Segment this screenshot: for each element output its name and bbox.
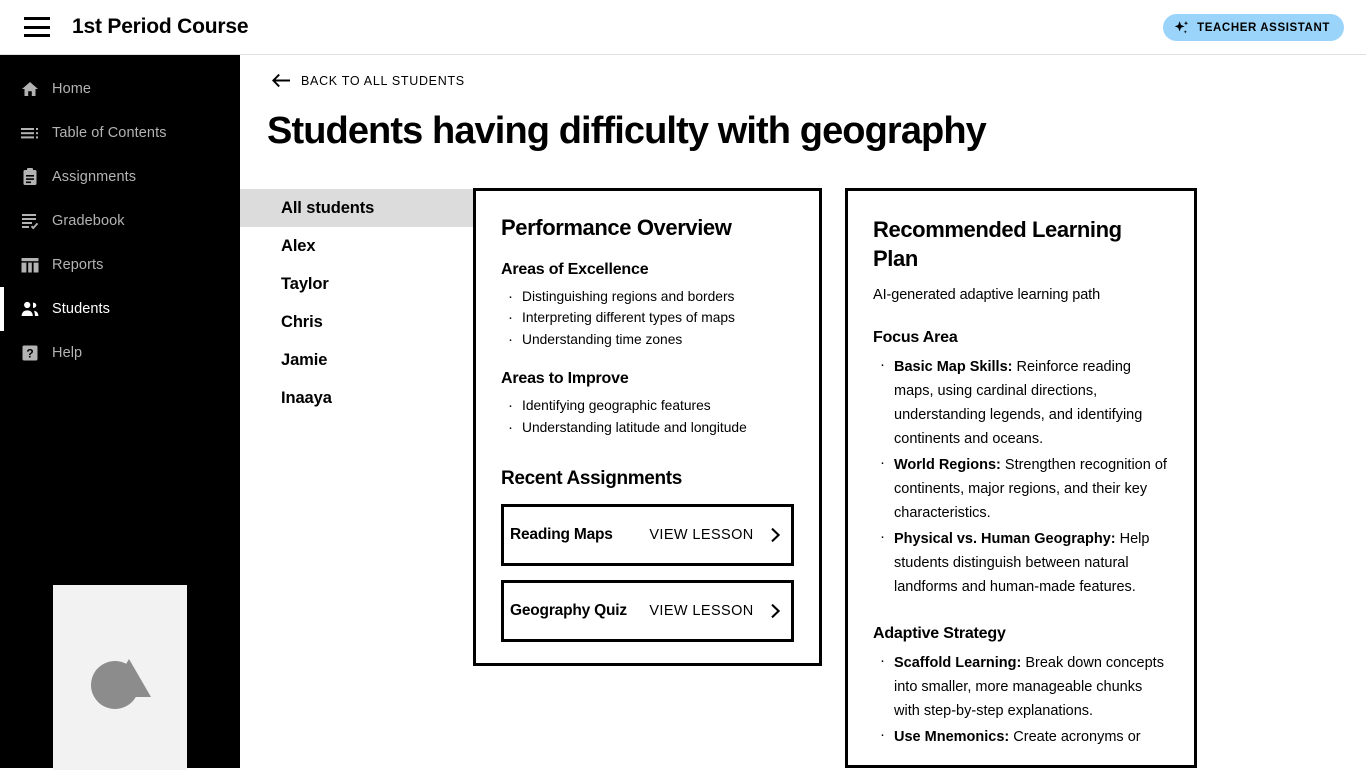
- recent-assignments-heading: Recent Assignments: [501, 468, 682, 490]
- sidebar-item-home[interactable]: [0, 67, 240, 111]
- logo-placeholder: [53, 585, 187, 770]
- list-item-term: Use Mnemonics:: [894, 729, 1010, 746]
- assignment-row[interactable]: [501, 580, 794, 642]
- top-bar: [0, 0, 1366, 55]
- sidebar-label: Students: [52, 301, 111, 317]
- list-item-text: Create acronyms or: [1009, 729, 1141, 746]
- student-list-item-all[interactable]: All students: [240, 189, 473, 227]
- chart-columns-icon: [20, 255, 40, 275]
- view-lesson-label: VIEW LESSON: [649, 527, 754, 544]
- image-placeholder-icon: [53, 585, 187, 770]
- list-item-term: World Regions:: [894, 456, 1001, 473]
- focus-area-heading: Focus Area: [873, 328, 958, 346]
- sidebar-label: Reports: [52, 257, 104, 273]
- list-item: [873, 527, 1169, 599]
- gradebook-icon: [20, 211, 40, 231]
- sidebar-item-help[interactable]: [0, 331, 240, 375]
- list-item: [873, 725, 1169, 749]
- plan-card-title: Recommended Learning Plan: [873, 217, 1122, 272]
- list-item-text: Break down concepts into smaller, more manageable chunks with step-by-step explanations.: [894, 655, 1164, 720]
- list-item-text: Reinforce reading maps, using cardinal directions, understanding legends, and identifying continents and oceans.: [894, 358, 1143, 447]
- list-item: [873, 355, 1169, 451]
- adaptive-strategy-heading: Adaptive Strategy: [873, 625, 1006, 643]
- list-item: · Interpreting different types of maps: [501, 308, 794, 328]
- app-title: 1st Period Course: [72, 15, 249, 38]
- svg-text:?: ?: [26, 346, 34, 361]
- teacher-assistant-button[interactable]: [1163, 14, 1344, 41]
- sidebar: [0, 55, 240, 768]
- people-icon: [20, 299, 40, 319]
- student-list-item[interactable]: Alex: [281, 236, 316, 255]
- main-content: [240, 55, 1366, 768]
- sidebar-label: Assignments: [52, 169, 137, 185]
- arrow-left-icon: [272, 73, 291, 88]
- student-list: [240, 189, 473, 417]
- assignment-row[interactable]: [501, 504, 794, 566]
- list-item: · Understanding latitude and longitude: [501, 418, 794, 438]
- home-icon: [20, 79, 40, 99]
- chevron-right-icon: [770, 603, 781, 619]
- sidebar-item-table-of-contents[interactable]: [0, 111, 240, 155]
- list-item-term: Basic Map Skills:: [894, 358, 1013, 375]
- student-list-item[interactable]: Inaaya: [281, 388, 332, 407]
- sidebar-item-assignments[interactable]: [0, 155, 240, 199]
- areas-to-improve-list: [501, 396, 794, 438]
- view-lesson-button[interactable]: [639, 603, 791, 619]
- list-item: [873, 651, 1169, 723]
- sidebar-item-reports[interactable]: [0, 243, 240, 287]
- student-list-item[interactable]: Chris: [281, 312, 323, 331]
- adaptive-strategy-list: [873, 651, 1169, 749]
- list-item-term: Physical vs. Human Geography:: [894, 530, 1116, 547]
- assignment-name: Geography Quiz: [510, 602, 627, 620]
- sidebar-label: Help: [52, 345, 83, 361]
- student-list-item[interactable]: Taylor: [281, 274, 329, 293]
- list-item: [873, 453, 1169, 525]
- student-list-item[interactable]: Jamie: [281, 350, 328, 369]
- sidebar-label: Home: [52, 81, 92, 97]
- back-to-all-students-link[interactable]: [272, 73, 465, 88]
- sidebar-item-gradebook[interactable]: [0, 199, 240, 243]
- list-item: · Distinguishing regions and borders: [501, 287, 794, 307]
- teacher-assistant-label: TEACHER ASSISTANT: [1197, 21, 1330, 34]
- sidebar-label: Gradebook: [52, 213, 125, 229]
- recommended-learning-plan-card: [845, 188, 1197, 768]
- sidebar-label: Table of Contents: [52, 125, 167, 141]
- page-title: Students having difficulty with geography: [267, 110, 986, 152]
- areas-of-excellence-list: [501, 287, 794, 350]
- back-link-label: BACK TO ALL STUDENTS: [301, 73, 465, 88]
- assignment-name: Reading Maps: [510, 526, 613, 544]
- areas-of-excellence-heading: Areas of Excellence: [501, 261, 649, 278]
- list-item-text: Help students distinguish between natural landforms and human-made features.: [894, 530, 1150, 596]
- list-item: · Identifying geographic features: [501, 396, 794, 416]
- performance-overview-card: [473, 188, 822, 666]
- areas-to-improve-heading: Areas to Improve: [501, 370, 629, 388]
- help-icon: [20, 343, 40, 363]
- hamburger-icon[interactable]: [24, 17, 50, 37]
- active-indicator: [0, 287, 4, 331]
- sparkle-icon: [1174, 20, 1190, 36]
- plan-card-subtitle: AI-generated adaptive learning path: [873, 286, 1101, 303]
- list-item-text: Strengthen recognition of continents, major regions, and their key characteristics.: [894, 456, 1167, 521]
- performance-card-title: Performance Overview: [501, 215, 732, 240]
- chevron-right-icon: [770, 527, 781, 543]
- focus-area-list: [873, 355, 1169, 600]
- sidebar-item-students[interactable]: [0, 287, 240, 331]
- list-item: · Understanding time zones: [501, 330, 794, 350]
- view-lesson-label: VIEW LESSON: [649, 603, 754, 620]
- view-lesson-button[interactable]: [639, 527, 791, 543]
- list-icon: [20, 123, 40, 143]
- list-item-term: Scaffold Learning:: [894, 655, 1022, 672]
- clipboard-icon: [20, 167, 40, 187]
